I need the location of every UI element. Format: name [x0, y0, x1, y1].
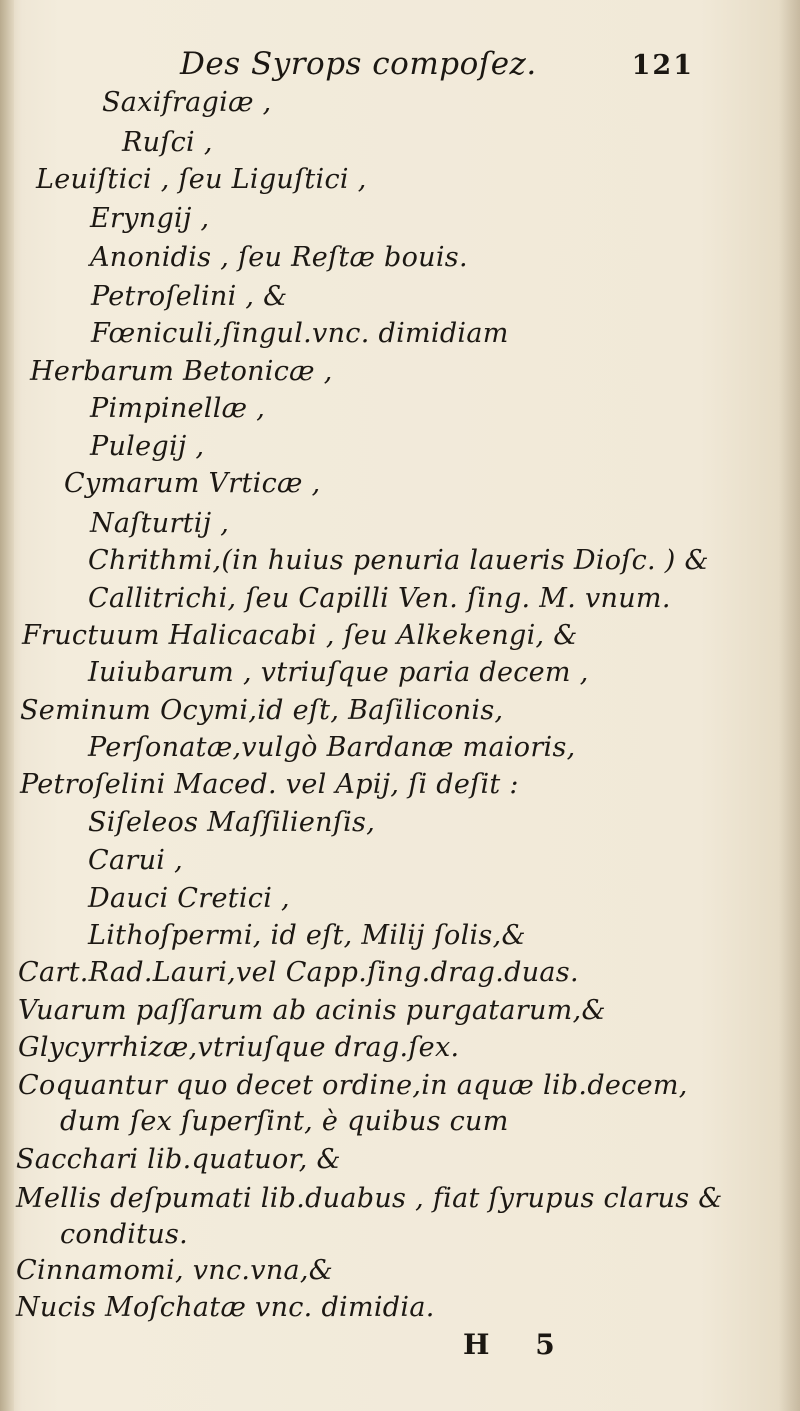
text-line: Pulegij ,	[90, 431, 205, 462]
text-line: Carui ,	[88, 845, 183, 876]
text-line: Herbarum Betonicæ ,	[30, 356, 333, 387]
text-line: Glycyrrhizæ,vtriuſque drag.ſex.	[18, 1032, 460, 1063]
text-line: Iuiubarum , vtriuſque paria decem ,	[88, 657, 589, 688]
text-line: Mellis deſpumati lib.duabus , fiat ſyrupus clarus &	[16, 1183, 723, 1214]
text-line: Naſturtij ,	[90, 508, 230, 539]
page-number: 121	[631, 50, 694, 81]
text-line: Chrithmi,(in huius penuria laueris Dioſc. ) &	[88, 545, 709, 576]
text-line: Cart.Rad.Lauri,vel Capp.ſing.drag.duas.	[18, 957, 579, 988]
text-line: Cymarum Vrticæ ,	[64, 468, 321, 499]
text-line: Seminum Ocymi,id eſt, Baſiliconis,	[20, 695, 504, 726]
text-line: Cinnamomi, vnc.vna,&	[16, 1255, 334, 1286]
text-line: Ruſci ,	[122, 127, 213, 158]
text-line: Anonidis , ſeu Reſtæ bouis.	[90, 242, 468, 273]
text-line: Nucis Moſchatæ vnc. dimidia.	[16, 1292, 435, 1323]
text-line: Coquantur quo decet ordine,in aquæ lib.decem,	[18, 1070, 688, 1101]
page-header	[180, 46, 710, 86]
text-line: Perſonatæ,vulgò Bardanæ maioris,	[88, 732, 576, 763]
text-line: Petroſelini Maced. vel Apij, ſi deſit :	[20, 769, 519, 800]
text-line: conditus.	[60, 1219, 189, 1250]
text-line: Eryngij ,	[90, 203, 210, 234]
text-line: Siſeleos Maſſilienſis,	[88, 807, 376, 838]
text-line: Vuarum paſſarum ab acinis purgatarum,&	[18, 995, 606, 1026]
running-title: Des Syrops compoſez.	[180, 46, 537, 82]
text-line: Dauci Cretici ,	[88, 883, 290, 914]
page-gutter	[0, 0, 14, 1411]
text-line: Fructuum Halicacabi , ſeu Alkekengi, &	[22, 620, 578, 651]
text-line: Callitrichi, ſeu Capilli Ven. ſing. M. vnum.	[88, 583, 671, 614]
text-line: Lithoſpermi, id eſt, Milij ſolis,&	[88, 920, 526, 951]
text-line: Fœniculi,ſingul.vnc. dimidiam	[91, 318, 509, 349]
signature-mark: H 5	[463, 1328, 573, 1361]
text-line: Leuiſtici , ſeu Liguſtici ,	[36, 164, 367, 195]
text-line: Petroſelini , &	[91, 281, 288, 312]
text-line: Pimpinellæ ,	[90, 393, 266, 424]
text-line: Saxifragiæ ,	[102, 87, 272, 118]
text-line: Sacchari lib.quatuor, &	[16, 1144, 341, 1175]
page-edge-shadow	[778, 0, 800, 1411]
text-line: dum ſex ſuperſint, è quibus cum	[60, 1106, 509, 1137]
